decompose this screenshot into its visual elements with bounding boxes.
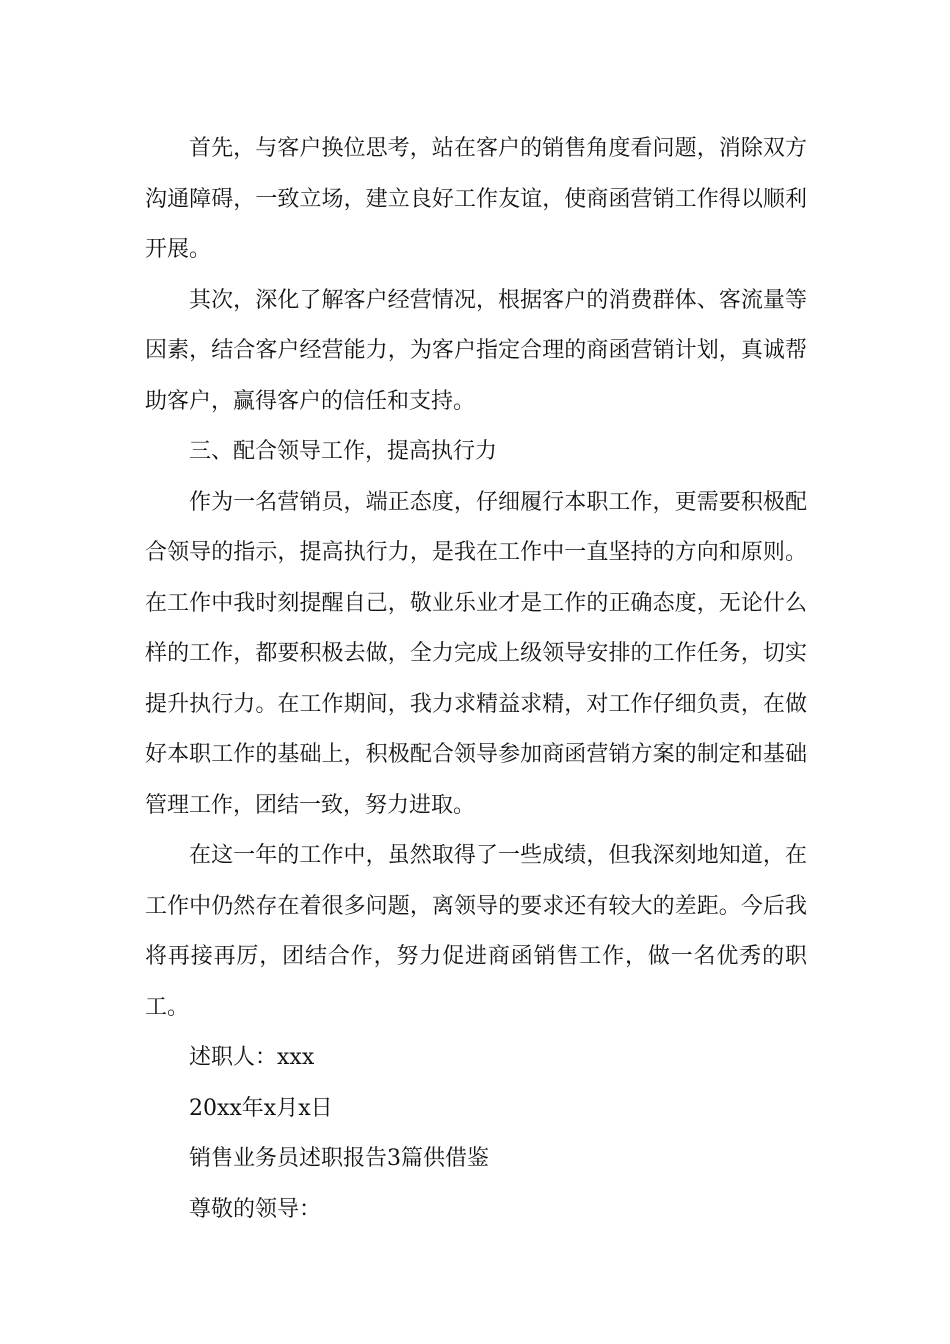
paragraph-first-communication: 首先，与客户换位思考，站在客户的销售角度看问题，消除双方沟通障碍，一致立场，建立良好工作友谊，使商函营销工作得以顺利开展。	[145, 136, 807, 262]
paragraph-conclusion: 在这一年的工作中，虽然取得了一些成绩，但我深刻地知道，在工作中仍然存在着很多问题，离领导的要求还有较大的差距。今后我将再接再厉，团结合作，努力促进商函销售工作，做一名优秀的职工。	[145, 843, 807, 1020]
signature-reporter: 述职人：xxx	[189, 1045, 315, 1070]
next-document-title: 销售业务员述职报告3篇供借鉴	[189, 1146, 489, 1171]
paragraph-execution: 作为一名营销员，端正态度，仔细履行本职工作，更需要积极配合领导的指示，提高执行力，是我在工作中一直坚持的方向和原则。在工作中我时刻提醒自己，敬业乐业才是工作的正确态度，无论什么样的工作，都要积极去做，全力完成上级领导安排的工作任务，切实提升执行力。在工作期间，我力求精益求精，对工作仔细负责，在做好本职工作的基础上，积极配合领导参加商函营销方案的制定和基础管理工作，团结一致，努力进取。	[145, 489, 807, 818]
signature-date: 20xx年x月x日	[189, 1095, 333, 1121]
paragraph-second-customer-analysis: 其次，深化了解客户经营情况，根据客户的消费群体、客流量等因素，结合客户经营能力，为客户指定合理的商函营销计划，真诚帮助客户，赢得客户的信任和支持。	[145, 287, 807, 414]
document-body	[145, 124, 807, 1235]
salutation: 尊敬的领导：	[189, 1196, 322, 1222]
section-heading-cooperate-leadership: 三、配合领导工作，提高执行力	[189, 439, 498, 464]
